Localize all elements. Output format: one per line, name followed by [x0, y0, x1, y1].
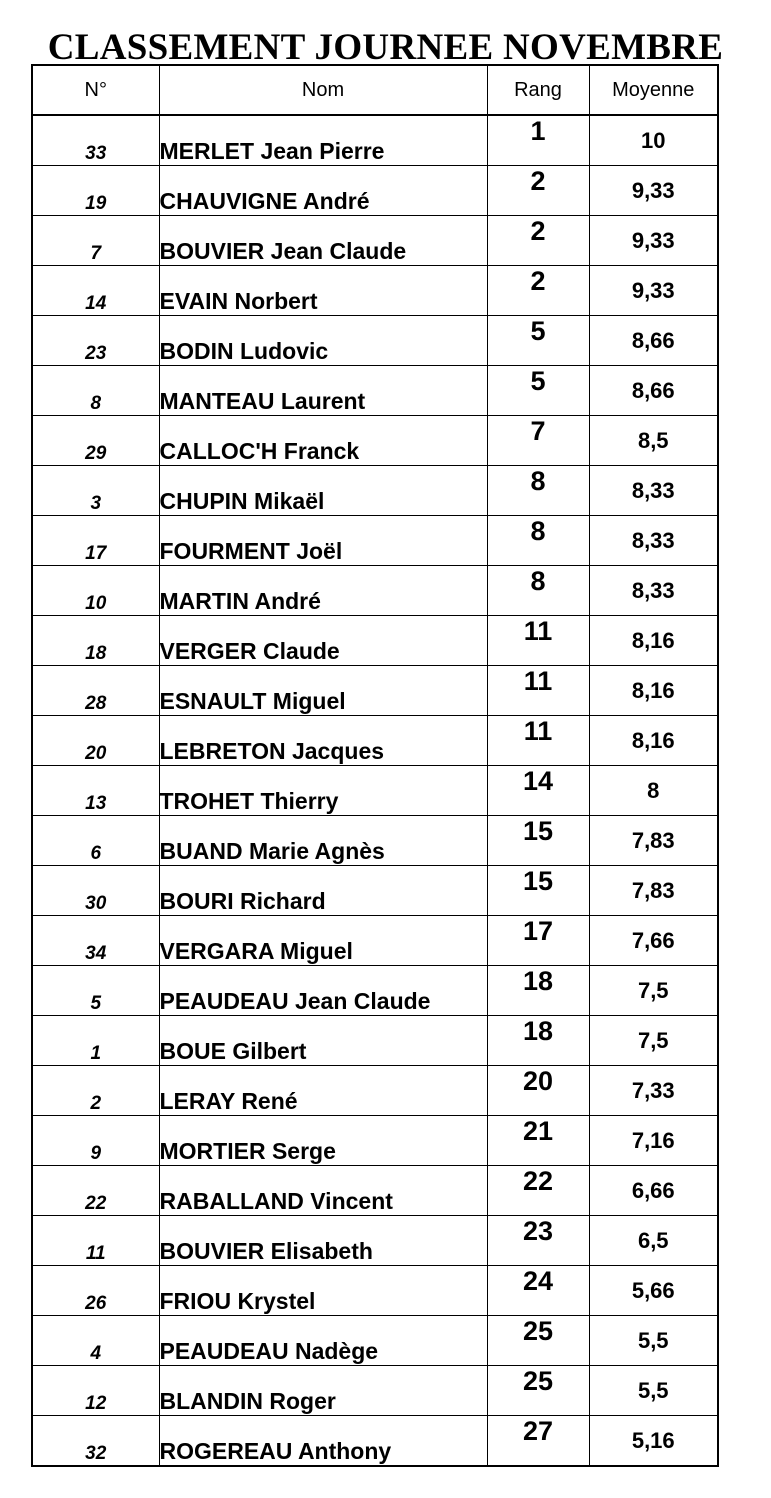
cell-num: 3	[32, 466, 159, 516]
cell-rank: 15	[487, 866, 589, 916]
cell-rank: 5	[487, 366, 589, 416]
header-row	[32, 65, 718, 115]
cell-name: EVAIN Norbert	[159, 266, 487, 316]
cell-average: 7,16	[589, 1116, 718, 1166]
cell-rank: 18	[487, 1016, 589, 1066]
table-row	[32, 416, 718, 466]
table-row	[32, 366, 718, 416]
cell-rank: 1	[487, 115, 589, 166]
ranking-table	[31, 64, 719, 1467]
cell-num: 9	[32, 1116, 159, 1166]
cell-rank: 8	[487, 566, 589, 616]
table-row	[32, 1416, 718, 1467]
cell-average: 7,83	[589, 866, 718, 916]
table-row	[32, 1116, 718, 1166]
cell-num: 14	[32, 266, 159, 316]
table-row	[32, 316, 718, 366]
cell-average: 10	[589, 115, 718, 166]
cell-num: 23	[32, 316, 159, 366]
cell-num: 32	[32, 1416, 159, 1467]
table-row	[32, 516, 718, 566]
table-row	[32, 466, 718, 516]
table-row	[32, 1166, 718, 1216]
cell-rank: 7	[487, 416, 589, 466]
cell-name: ESNAULT Miguel	[159, 666, 487, 716]
cell-name: VERGER Claude	[159, 616, 487, 666]
header-name: Nom	[159, 65, 487, 115]
cell-num: 1	[32, 1016, 159, 1066]
table-row	[32, 766, 718, 816]
table-row	[32, 866, 718, 916]
cell-rank: 2	[487, 166, 589, 216]
cell-name: BOURI Richard	[159, 866, 487, 916]
cell-name: BUAND Marie Agnès	[159, 816, 487, 866]
cell-rank: 14	[487, 766, 589, 816]
cell-rank: 23	[487, 1216, 589, 1266]
cell-num: 10	[32, 566, 159, 616]
cell-average: 8,16	[589, 666, 718, 716]
cell-average: 8,33	[589, 466, 718, 516]
cell-rank: 11	[487, 666, 589, 716]
cell-name: TROHET Thierry	[159, 766, 487, 816]
cell-average: 8	[589, 766, 718, 816]
cell-name: FOURMENT Joël	[159, 516, 487, 566]
cell-average: 5,66	[589, 1266, 718, 1316]
cell-average: 8,33	[589, 516, 718, 566]
cell-rank: 25	[487, 1316, 589, 1366]
table-row	[32, 1366, 718, 1416]
cell-num: 7	[32, 216, 159, 266]
cell-name: ROGEREAU Anthony	[159, 1416, 487, 1467]
table-row	[32, 1266, 718, 1316]
cell-rank: 2	[487, 266, 589, 316]
cell-name: BOUVIER Jean Claude	[159, 216, 487, 266]
cell-rank: 11	[487, 616, 589, 666]
cell-name: BLANDIN Roger	[159, 1366, 487, 1416]
cell-average: 9,33	[589, 166, 718, 216]
cell-num: 20	[32, 716, 159, 766]
page-title: CLASSEMENT JOURNEE NOVEMBRE	[47, 26, 724, 68]
cell-name: CHUPIN Mikaël	[159, 466, 487, 516]
table-row	[32, 916, 718, 966]
header-num: N°	[32, 65, 159, 115]
cell-average: 9,33	[589, 266, 718, 316]
cell-num: 6	[32, 816, 159, 866]
cell-num: 26	[32, 1266, 159, 1316]
cell-name: CHAUVIGNE André	[159, 166, 487, 216]
cell-name: MANTEAU Laurent	[159, 366, 487, 416]
cell-average: 8,16	[589, 716, 718, 766]
cell-num: 19	[32, 166, 159, 216]
table-row	[32, 1016, 718, 1066]
cell-rank: 18	[487, 966, 589, 1016]
cell-average: 6,5	[589, 1216, 718, 1266]
table-row	[32, 166, 718, 216]
cell-average: 7,5	[589, 1016, 718, 1066]
cell-name: LEBRETON Jacques	[159, 716, 487, 766]
cell-average: 8,66	[589, 316, 718, 366]
table-row	[32, 616, 718, 666]
cell-rank: 20	[487, 1066, 589, 1116]
table-row	[32, 816, 718, 866]
cell-rank: 22	[487, 1166, 589, 1216]
cell-name: CALLOC'H Franck	[159, 416, 487, 466]
cell-average: 8,33	[589, 566, 718, 616]
cell-average: 6,66	[589, 1166, 718, 1216]
cell-rank: 8	[487, 516, 589, 566]
cell-num: 18	[32, 616, 159, 666]
cell-average: 7,33	[589, 1066, 718, 1116]
cell-rank: 15	[487, 816, 589, 866]
table-row	[32, 666, 718, 716]
cell-name: PEAUDEAU Nadège	[159, 1316, 487, 1366]
table-body	[32, 115, 718, 1466]
cell-num: 34	[32, 916, 159, 966]
cell-name: MORTIER Serge	[159, 1116, 487, 1166]
cell-rank: 17	[487, 916, 589, 966]
table-row	[32, 1316, 718, 1366]
cell-num: 11	[32, 1216, 159, 1266]
cell-name: BOUVIER Elisabeth	[159, 1216, 487, 1266]
cell-name: MERLET Jean Pierre	[159, 115, 487, 166]
cell-name: PEAUDEAU Jean Claude	[159, 966, 487, 1016]
cell-num: 28	[32, 666, 159, 716]
cell-name: VERGARA Miguel	[159, 916, 487, 966]
cell-num: 4	[32, 1316, 159, 1366]
cell-name: LERAY René	[159, 1066, 487, 1116]
cell-rank: 21	[487, 1116, 589, 1166]
cell-rank: 27	[487, 1416, 589, 1467]
cell-average: 8,66	[589, 366, 718, 416]
cell-num: 17	[32, 516, 159, 566]
cell-num: 29	[32, 416, 159, 466]
cell-name: FRIOU Krystel	[159, 1266, 487, 1316]
cell-num: 13	[32, 766, 159, 816]
table-row	[32, 966, 718, 1016]
cell-num: 12	[32, 1366, 159, 1416]
table-row	[32, 216, 718, 266]
cell-num: 33	[32, 115, 159, 166]
table-row	[32, 266, 718, 316]
table-row	[32, 1066, 718, 1116]
table-row	[32, 566, 718, 616]
table-row	[32, 716, 718, 766]
header-average: Moyenne	[589, 65, 718, 115]
cell-rank: 5	[487, 316, 589, 366]
cell-rank: 11	[487, 716, 589, 766]
cell-average: 7,83	[589, 816, 718, 866]
cell-average: 5,16	[589, 1416, 718, 1467]
header-rank: Rang	[487, 65, 589, 115]
table-row	[32, 115, 718, 166]
cell-num: 8	[32, 366, 159, 416]
cell-num: 30	[32, 866, 159, 916]
table-row	[32, 1216, 718, 1266]
cell-name: BOUE Gilbert	[159, 1016, 487, 1066]
cell-num: 2	[32, 1066, 159, 1116]
cell-rank: 2	[487, 216, 589, 266]
cell-average: 7,66	[589, 916, 718, 966]
cell-average: 5,5	[589, 1366, 718, 1416]
cell-num: 22	[32, 1166, 159, 1216]
table-header	[32, 65, 718, 115]
cell-rank: 24	[487, 1266, 589, 1316]
cell-num: 5	[32, 966, 159, 1016]
cell-average: 8,16	[589, 616, 718, 666]
cell-rank: 8	[487, 466, 589, 516]
cell-name: RABALLAND Vincent	[159, 1166, 487, 1216]
cell-rank: 25	[487, 1366, 589, 1416]
cell-name: BODIN Ludovic	[159, 316, 487, 366]
cell-average: 7,5	[589, 966, 718, 1016]
cell-average: 5,5	[589, 1316, 718, 1366]
cell-average: 8,5	[589, 416, 718, 466]
cell-name: MARTIN André	[159, 566, 487, 616]
cell-average: 9,33	[589, 216, 718, 266]
